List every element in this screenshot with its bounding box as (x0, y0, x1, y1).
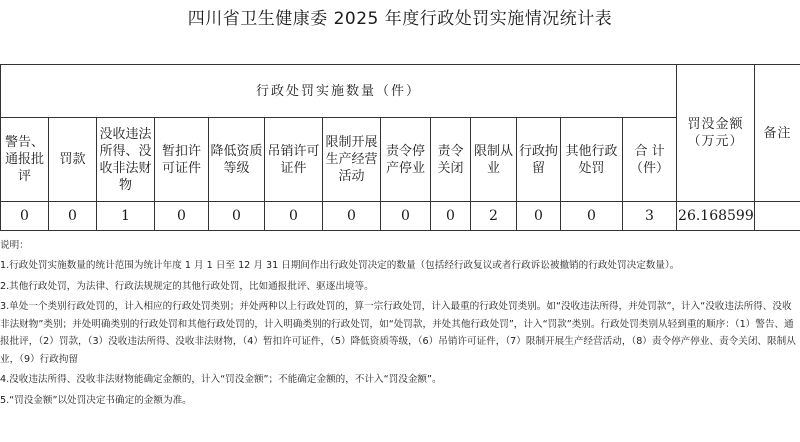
column-header: 行政拘留 (517, 118, 561, 202)
column-header: 其他行政处罚 (561, 118, 623, 202)
column-header: 吊销许可证件 (265, 118, 323, 202)
note-item: 5.“罚没金额”以处罚决定书确定的金额为准。 (0, 394, 192, 406)
column-header: 暂扣许可证件 (155, 118, 209, 202)
table-header-row (1, 65, 800, 118)
column-header: 限制从业 (471, 118, 517, 202)
value-cell: 0 (381, 202, 431, 231)
column-header: 警告、通报批评 (1, 118, 49, 202)
page-title: 四川省卫生健康委 2025 年度行政处罚实施情况统计表 (187, 9, 613, 29)
value-cell: 0 (561, 202, 623, 231)
value-cell: 0 (323, 202, 381, 231)
note-item: 1.行政处罚实施数量的统计范围为统计年度 1 月 1 日至 12 月 31 日期间作出行政处罚决定的数量（包括经行政复议或者行政诉讼被撤销的行政处罚决定数量）。 (0, 260, 680, 271)
value-cell: 0 (155, 202, 209, 231)
note-item: 4.没收违法所得、没收非法财物能确定金额的，计入“罚没金额”；不能确定金额的，不计入“罚没金额”。 (0, 374, 442, 385)
value-cell: 0 (1, 202, 49, 231)
column-header: 责令关闭 (431, 118, 471, 202)
column-header: 责令停产停业 (381, 118, 431, 202)
table-row (1, 202, 800, 231)
column-header: 降低资质等级 (209, 118, 265, 202)
column-header: 合 计（件） (623, 118, 677, 202)
value-cell: 0 (265, 202, 323, 231)
total-cell: 3 (623, 202, 677, 231)
value-cell: 1 (97, 202, 155, 231)
value-cell: 2 (471, 202, 517, 231)
amount-header-cell: 罚没金额（万元） (677, 65, 755, 202)
note-item: 3.单处一个类别行政处罚的，计入相应的行政处罚类别；并处两种以上行政处罚的，算一宗行政处罚，计入最重的行政处罚类别。如“没收违法所得，并处罚款”，计入“没收违法所得、没收非法财物”类别；并处明确类别的行政处罚和其他行政处罚的，计入明确类别的行政处罚，如“处罚款，并处其他行政处罚”，计入“罚款”类别。行政处罚类别从轻到重的顺序：（1）警告、通报批评，（2）罚款，（3）没收违法所得、没收非法财物，（4）暂扣许可证件，（5）降低资质等级，（6）吊销许可证件，（7）限制开展生产经营活动，（8）责令停产停业、责令关闭、限制从业，（9）行政拘留 (0, 301, 796, 365)
notes-section (0, 238, 800, 409)
value-cell: 0 (49, 202, 97, 231)
column-header: 限制开展生产经营活动 (323, 118, 381, 202)
notes-label: 说明： (0, 240, 29, 251)
amount-cell: 26.168599 (677, 202, 755, 231)
column-header: 罚款 (49, 118, 97, 202)
value-cell: 0 (209, 202, 265, 231)
value-cell: 0 (517, 202, 561, 231)
group-header-cell: 行政处罚实施数量（件） (1, 65, 677, 118)
note-item: 2.其他行政处罚，为法律、行政法规规定的其他行政处罚，比如通报批评、驱逐出境等。 (0, 280, 374, 292)
column-header: 没收违法所得、没收非法财物 (97, 118, 155, 202)
value-cell: 0 (431, 202, 471, 231)
penalty-statistics-table (0, 64, 800, 231)
remark-header-cell: 备注 (755, 65, 800, 202)
remark-cell (755, 202, 800, 231)
